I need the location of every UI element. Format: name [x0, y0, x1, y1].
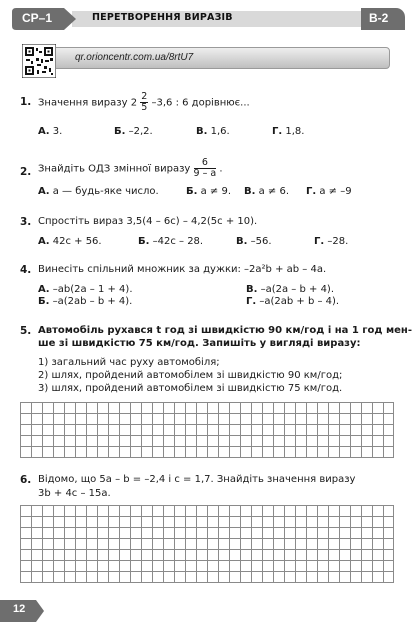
- fraction: [140, 92, 148, 113]
- qr-code-icon[interactable]: [22, 44, 56, 78]
- option-b[interactable]: Б. –42c – 28.: [138, 236, 204, 247]
- option-v[interactable]: В. 1,6.: [196, 126, 230, 137]
- task-item: 3) шлях, пройдений автомобілем зі швидкістю 75 км/год.: [38, 383, 343, 394]
- option-a[interactable]: А. –ab(2a – 1 + 4).: [38, 284, 133, 295]
- option-g[interactable]: Г. 1,8.: [272, 126, 305, 137]
- worksheet-header: [12, 8, 405, 30]
- page-number: 12: [13, 603, 26, 615]
- option-v[interactable]: В. –a(2a – b + 4).: [246, 284, 335, 295]
- question-line: Відомо, що 5a – b = –2,4 і c = 1,7. Знайдіть значення виразу: [38, 474, 356, 485]
- question-number: 1.: [20, 96, 32, 108]
- option-v[interactable]: В. a ≠ 6.: [244, 186, 290, 197]
- question-text: Винесіть спільний множник за дужки: –2a²b + ab – 4a.: [38, 264, 327, 275]
- question-prefix: Значення виразу 2: [38, 97, 138, 109]
- qr-url-bar: [46, 47, 390, 69]
- answer-grid[interactable]: [20, 505, 394, 583]
- question-text: [38, 158, 223, 179]
- fraction: [194, 158, 217, 179]
- question-number: 5.: [20, 325, 32, 337]
- fraction-numerator: 2: [141, 91, 148, 102]
- option-a[interactable]: А. 3.: [38, 126, 63, 137]
- question-suffix: –3,6 : 6 дорівнює...: [151, 97, 250, 109]
- work-code-label: СР–1: [22, 11, 53, 25]
- variant-badge: [361, 8, 405, 30]
- option-g[interactable]: Г. –28.: [314, 236, 349, 247]
- option-g[interactable]: Г. a ≠ –9: [306, 186, 352, 197]
- question-number: 6.: [20, 474, 32, 486]
- option-g[interactable]: Г. –a(2ab + b – 4).: [246, 296, 340, 307]
- variant-label: В-2: [369, 11, 389, 25]
- answer-grid[interactable]: [20, 402, 394, 458]
- section-title: ПЕРЕТВОРЕННЯ ВИРАЗІВ: [92, 12, 233, 23]
- option-v[interactable]: В. –56.: [236, 236, 272, 247]
- question-number: 4.: [20, 264, 32, 276]
- question-number: 3.: [20, 216, 32, 228]
- question-line: ше зі швидкістю 75 км/год. Запишіть у вигляді виразу:: [38, 338, 361, 349]
- option-b[interactable]: Б. a ≠ 9.: [186, 186, 232, 197]
- question-text: Спростіть вираз 3,5(4 – 6c) – 4,2(5c + 10).: [38, 216, 258, 227]
- question-line: 3b + 4c – 15a.: [38, 488, 111, 499]
- qr-url[interactable]: qr.orioncentr.com.ua/8rtU7: [75, 52, 194, 63]
- option-b[interactable]: Б. –a(2ab – b + 4).: [38, 296, 133, 307]
- header-title-bar: [72, 11, 402, 27]
- question-number: 2.: [20, 166, 32, 178]
- task-item: 2) шлях, пройдений автомобілем зі швидкістю 90 км/год;: [38, 370, 343, 381]
- task-item: 1) загальний час руху автомобіля;: [38, 357, 220, 368]
- option-b[interactable]: Б. –2,2.: [114, 126, 153, 137]
- question-prefix: Знайдіть ОДЗ змінної виразу: [38, 163, 191, 175]
- option-a[interactable]: А. a — будь-яке число.: [38, 186, 159, 197]
- question-text: [38, 92, 250, 113]
- fraction-numerator: 6: [194, 158, 217, 169]
- question-line: Автомобіль рухався t год зі швидкістю 90 км/год і на 1 год мен-: [38, 325, 412, 336]
- fraction-denominator: 9 – a: [193, 168, 217, 179]
- option-a[interactable]: А. 42c + 56.: [38, 236, 102, 247]
- fraction-denominator: 5: [141, 102, 148, 113]
- question-suffix: .: [219, 163, 223, 175]
